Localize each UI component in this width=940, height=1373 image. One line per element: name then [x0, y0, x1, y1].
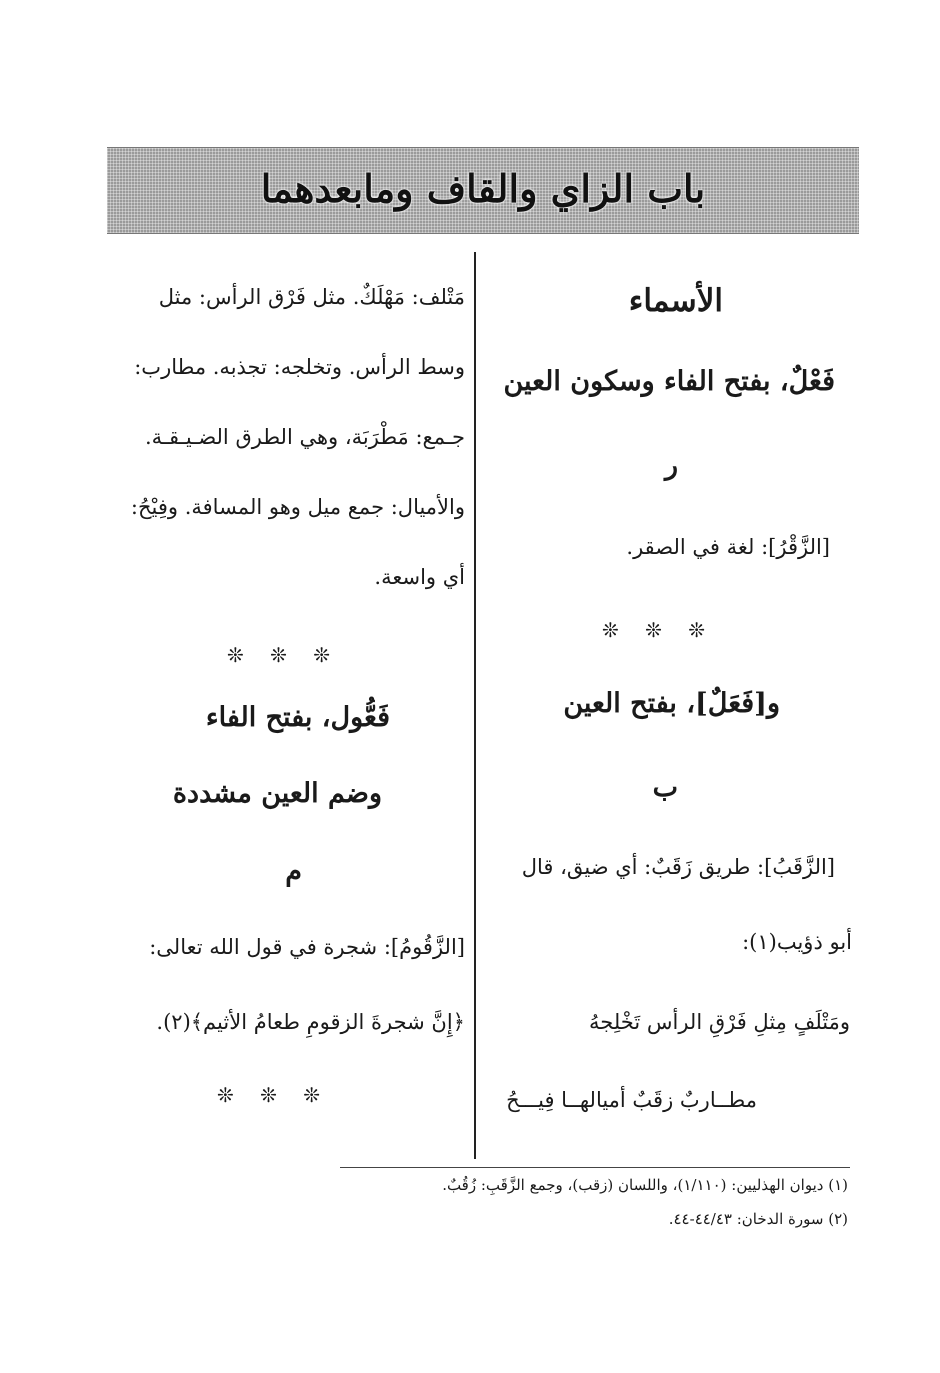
separator-stars: ❊ ❊ ❊ — [602, 618, 715, 642]
letter-heading-1: ر — [664, 450, 678, 481]
gloss-line-1: مَتْلف: مَهْلَكٌ. مثل فَرْق الرأس: مثل — [158, 285, 465, 309]
entry-zaqab-line2: أبو ذؤيب(١): — [742, 930, 852, 954]
gloss-line-2: وسط الرأس. وتخلجه: تجذبه. مطارب: — [134, 355, 465, 379]
verse-line-1: ومَتْلَفٍ مِثلِ فَرْقِ الرأس تَخْلِجهُ — [589, 1010, 850, 1034]
separator-stars: ❊ ❊ ❊ — [217, 1083, 330, 1107]
chapter-title: باب الزاي والقاف ومابعدهما — [260, 166, 706, 211]
pattern-heading-3-line2: وضم العين مشددة — [172, 778, 382, 809]
gloss-line-3: جـمع: مَطْرَبَة، وهي الطرق الضـيـقـة. — [144, 425, 465, 449]
pattern-heading-1: فَعْلٌ، بفتح الفاء وسكون العين — [503, 366, 835, 397]
pattern-heading-2: و[فَعَلٌ]، بفتح العين — [563, 688, 780, 719]
column-divider — [474, 252, 476, 1159]
footnote-1: (١) ديوان الهذليين: (١/١١٠)، واللسان (زقب)، وجمع الزَّقَبِ: زُقُبٌ. — [442, 1176, 848, 1194]
entry-zaqab-line1: [الزَّقَبُ]: طريق زَقَبٌ: أي ضيق، قال — [521, 855, 835, 879]
footnote-rule — [340, 1167, 850, 1168]
pattern-heading-3-line1: فَعُّول، بفتح الفاء — [205, 702, 390, 733]
footnote-2: (٢) سورة الدخان: ٤٤/٤٣-٤٤. — [668, 1210, 848, 1228]
gloss-line-4: والأميال: جمع ميل وهو المسافة. وفِيْحُ: — [130, 495, 465, 519]
separator-stars: ❊ ❊ ❊ — [227, 643, 340, 667]
chapter-banner — [107, 147, 859, 234]
entry-zaqqum-line2: ﴿إِنَّ شجرةَ الزقومِ طعامُ الأثيم﴾(٢). — [156, 1010, 465, 1034]
section-title: الأسماء — [628, 283, 723, 319]
gloss-line-5: أي واسعة. — [374, 565, 465, 589]
entry-zaqr: [الزَّقْرُ]: لغة في الصقر. — [626, 535, 830, 559]
verse-line-2: مطــاربٌ زقَبٌ أميالهــا فِيـــحُ — [506, 1088, 757, 1112]
entry-zaqqum-line1: [الزَّقُومُ]: شجرة في قول الله تعالى: — [149, 935, 465, 959]
letter-heading-3: م — [285, 856, 302, 887]
letter-heading-2: ب — [652, 772, 678, 803]
